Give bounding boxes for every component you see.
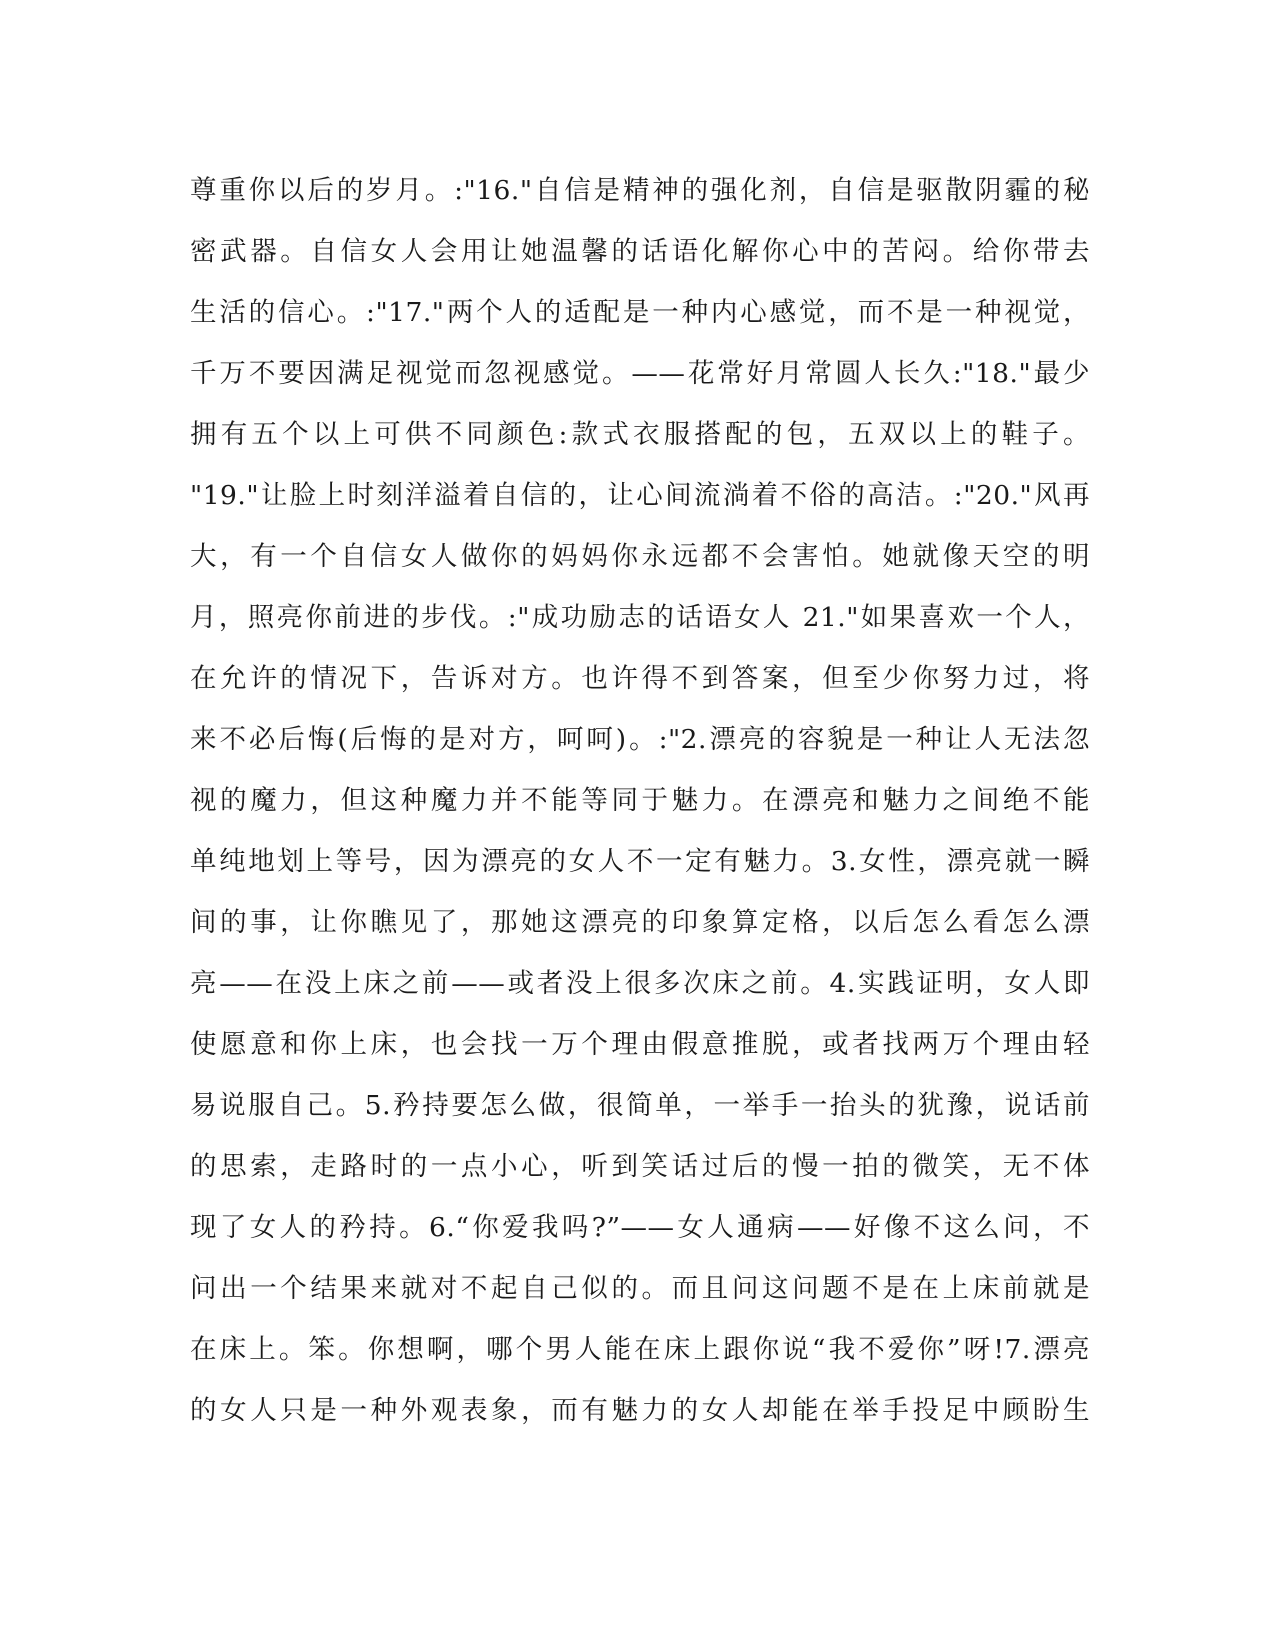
text-line: 尊重你以后的岁月。:"16."自信是精神的强化剂，自信是驱散阴霾的秘 xyxy=(190,175,1090,206)
text-line: 生活的信心。:"17."两个人的适配是一种内心感觉，而不是一种视觉， xyxy=(190,297,1090,328)
text-line: 在允许的情况下，告诉对方。也许得不到答案，但至少你努力过，将 xyxy=(190,663,1090,694)
text-line: 大，有一个自信女人做你的妈妈你永远都不会害怕。她就像天空的明 xyxy=(190,541,1090,572)
text-line: 来不必后悔(后悔的是对方，呵呵)。:"2.漂亮的容貌是一种让人无法忽 xyxy=(190,724,1090,755)
text-line: 单纯地划上等号，因为漂亮的女人不一定有魅力。3.女性，漂亮就一瞬 xyxy=(190,846,1090,877)
text-line: "19."让脸上时刻洋溢着自信的，让心间流淌着不俗的高洁。:"20."风再 xyxy=(190,480,1090,511)
text-line: 视的魔力，但这种魔力并不能等同于魅力。在漂亮和魅力之间绝不能 xyxy=(190,785,1090,816)
text-line: 的女人只是一种外观表象，而有魅力的女人却能在举手投足中顾盼生 xyxy=(190,1395,1090,1426)
text-line: 问出一个结果来就对不起自己似的。而且问这问题不是在上床前就是 xyxy=(190,1273,1090,1304)
text-line: 易说服自己。5.矜持要怎么做，很简单，一举手一抬头的犹豫，说话前 xyxy=(190,1090,1090,1121)
text-line: 在床上。笨。你想啊，哪个男人能在床上跟你说“我不爱你”呀!7.漂亮 xyxy=(190,1334,1090,1365)
text-line: 间的事，让你瞧见了，那她这漂亮的印象算定格，以后怎么看怎么漂 xyxy=(190,907,1090,938)
text-line: 使愿意和你上床，也会找一万个理由假意推脱，或者找两万个理由轻 xyxy=(190,1029,1090,1060)
text-line: 的思索，走路时的一点小心，听到笑话过后的慢一拍的微笑，无不体 xyxy=(190,1151,1090,1182)
text-line: 月，照亮你前进的步伐。:"成功励志的话语女人 21."如果喜欢一个人， xyxy=(190,602,1090,633)
text-line: 密武器。自信女人会用让她温馨的话语化解你心中的苦闷。给你带去 xyxy=(190,236,1090,267)
text-line: 千万不要因满足视觉而忽视感觉。——花常好月常圆人长久:"18."最少 xyxy=(190,358,1090,389)
text-line: 拥有五个以上可供不同颜色:款式衣服搭配的包，五双以上的鞋子。 xyxy=(190,419,1090,450)
body-text xyxy=(190,160,1090,1441)
text-line: 现了女人的矜持。6.“你爱我吗?”——女人通病——好像不这么问，不 xyxy=(190,1212,1090,1243)
text-line: 亮——在没上床之前——或者没上很多次床之前。4.实践证明，女人即 xyxy=(190,968,1090,999)
